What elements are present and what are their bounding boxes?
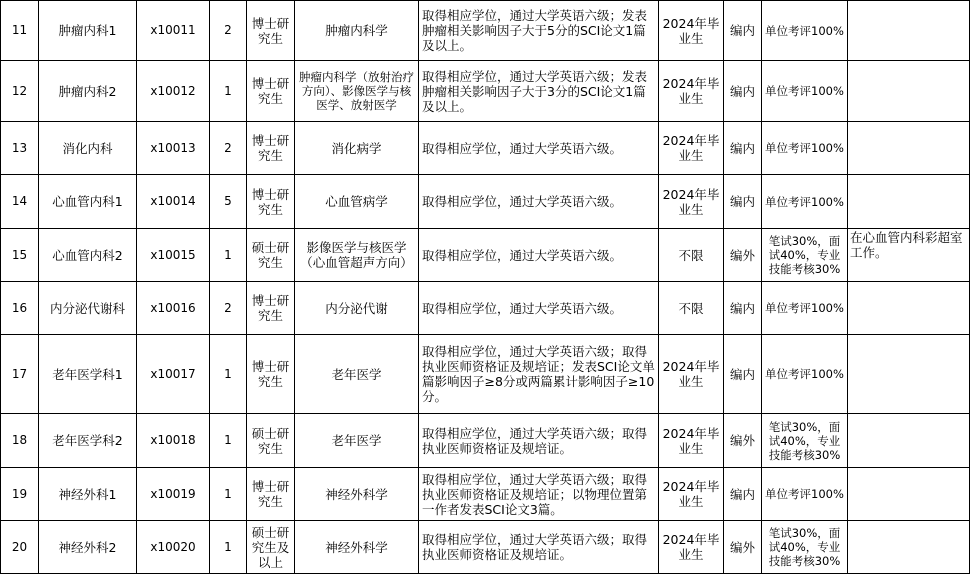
department: 神经外科2 [39, 521, 137, 574]
remarks [848, 175, 970, 229]
remarks [848, 61, 970, 122]
requirements: 取得相应学位，通过大学英语六级；发表肿瘤相关影响因子大于3分的SCI论文1篇及以上。 [419, 61, 659, 122]
row-number: 12 [1, 61, 39, 122]
staffing: 编内 [724, 335, 762, 414]
exam-method: 笔试30%，面试40%，专业技能考核30% [762, 414, 848, 468]
graduation: 2024年毕业生 [659, 122, 724, 175]
row-number: 13 [1, 122, 39, 175]
major: 心血管病学 [295, 175, 419, 229]
position-code: x10018 [137, 414, 210, 468]
staffing: 编内 [724, 468, 762, 521]
staffing: 编内 [724, 1, 762, 61]
remarks [848, 521, 970, 574]
exam-method: 单位考评100% [762, 468, 848, 521]
remarks [848, 468, 970, 521]
hire-count: 1 [210, 335, 247, 414]
position-code: x10011 [137, 1, 210, 61]
remarks [848, 335, 970, 414]
requirements: 取得相应学位，通过大学英语六级；取得执业医师资格证及规培证。 [419, 521, 659, 574]
requirements: 取得相应学位，通过大学英语六级。 [419, 229, 659, 282]
row-number: 14 [1, 175, 39, 229]
hire-count: 1 [210, 521, 247, 574]
staffing: 编内 [724, 122, 762, 175]
graduation: 2024年毕业生 [659, 335, 724, 414]
department: 老年医学科1 [39, 335, 137, 414]
major: 老年医学 [295, 414, 419, 468]
row-number: 19 [1, 468, 39, 521]
exam-method: 单位考评100% [762, 175, 848, 229]
requirements: 取得相应学位，通过大学英语六级。 [419, 122, 659, 175]
education: 博士研究生 [247, 468, 295, 521]
major: 内分泌代谢 [295, 282, 419, 335]
row-number: 11 [1, 1, 39, 61]
hire-count: 5 [210, 175, 247, 229]
hire-count: 1 [210, 61, 247, 122]
education: 硕士研究生 [247, 229, 295, 282]
staffing: 编外 [724, 414, 762, 468]
staffing: 编内 [724, 61, 762, 122]
exam-method: 笔试30%，面试40%，专业技能考核30% [762, 229, 848, 282]
graduation: 不限 [659, 282, 724, 335]
table-row [1, 282, 970, 335]
remarks [848, 282, 970, 335]
education: 博士研究生 [247, 1, 295, 61]
requirements: 取得相应学位，通过大学英语六级；取得执业医师资格证及规培证。 [419, 414, 659, 468]
table-row [1, 175, 970, 229]
department: 心血管内科1 [39, 175, 137, 229]
education: 硕士研究生 [247, 414, 295, 468]
department: 肿瘤内科1 [39, 1, 137, 61]
exam-method: 单位考评100% [762, 335, 848, 414]
education: 博士研究生 [247, 61, 295, 122]
remarks: 在心血管内科彩超室工作。 [848, 229, 970, 282]
hire-count: 2 [210, 282, 247, 335]
graduation: 2024年毕业生 [659, 521, 724, 574]
hire-count: 1 [210, 468, 247, 521]
exam-method: 单位考评100% [762, 61, 848, 122]
position-code: x10014 [137, 175, 210, 229]
graduation: 2024年毕业生 [659, 414, 724, 468]
exam-method: 单位考评100% [762, 282, 848, 335]
table-row [1, 414, 970, 468]
row-number: 15 [1, 229, 39, 282]
remarks [848, 414, 970, 468]
staffing: 编内 [724, 175, 762, 229]
row-number: 16 [1, 282, 39, 335]
position-code: x10013 [137, 122, 210, 175]
major: 肿瘤内科学（放射治疗方向）、影像医学与核医学、放射医学 [295, 61, 419, 122]
hire-count: 2 [210, 1, 247, 61]
staffing: 编外 [724, 229, 762, 282]
major: 消化病学 [295, 122, 419, 175]
position-code: x10012 [137, 61, 210, 122]
education: 博士研究生 [247, 122, 295, 175]
department: 神经外科1 [39, 468, 137, 521]
row-number: 18 [1, 414, 39, 468]
table-row [1, 61, 970, 122]
requirements: 取得相应学位，通过大学英语六级；取得执业医师资格证及规培证；以物理位置第一作者发表SCI论文3篇。 [419, 468, 659, 521]
graduation: 2024年毕业生 [659, 175, 724, 229]
requirements: 取得相应学位，通过大学英语六级；发表肿瘤相关影响因子大于5分的SCI论文1篇及以上。 [419, 1, 659, 61]
graduation: 2024年毕业生 [659, 1, 724, 61]
position-code: x10017 [137, 335, 210, 414]
graduation: 2024年毕业生 [659, 61, 724, 122]
row-number: 17 [1, 335, 39, 414]
major: 影像医学与核医学（心血管超声方向） [295, 229, 419, 282]
hire-count: 1 [210, 229, 247, 282]
position-code: x10020 [137, 521, 210, 574]
education: 硕士研究生及以上 [247, 521, 295, 574]
major: 老年医学 [295, 335, 419, 414]
major: 神经外科学 [295, 521, 419, 574]
exam-method: 单位考评100% [762, 122, 848, 175]
department: 肿瘤内科2 [39, 61, 137, 122]
major: 神经外科学 [295, 468, 419, 521]
hire-count: 2 [210, 122, 247, 175]
education: 博士研究生 [247, 335, 295, 414]
requirements: 取得相应学位，通过大学英语六级。 [419, 175, 659, 229]
requirements: 取得相应学位，通过大学英语六级；取得执业医师资格证及规培证；发表SCI论文单篇影响因子≥8分或两篇累计影响因子≥10分。 [419, 335, 659, 414]
row-number: 20 [1, 521, 39, 574]
education: 博士研究生 [247, 175, 295, 229]
department: 老年医学科2 [39, 414, 137, 468]
major: 肿瘤内科学 [295, 1, 419, 61]
exam-method: 单位考评100% [762, 1, 848, 61]
exam-method: 笔试30%，面试40%，专业技能考核30% [762, 521, 848, 574]
staffing: 编外 [724, 521, 762, 574]
staffing: 编内 [724, 282, 762, 335]
table-row [1, 468, 970, 521]
hire-count: 1 [210, 414, 247, 468]
table-row [1, 229, 970, 282]
remarks [848, 1, 970, 61]
remarks [848, 122, 970, 175]
table-row [1, 521, 970, 574]
position-code: x10015 [137, 229, 210, 282]
requirements: 取得相应学位，通过大学英语六级。 [419, 282, 659, 335]
position-code: x10016 [137, 282, 210, 335]
department: 消化内科 [39, 122, 137, 175]
graduation: 不限 [659, 229, 724, 282]
department: 内分泌代谢科 [39, 282, 137, 335]
graduation: 2024年毕业生 [659, 468, 724, 521]
table-row [1, 335, 970, 414]
table-row [1, 122, 970, 175]
department: 心血管内科2 [39, 229, 137, 282]
education: 博士研究生 [247, 282, 295, 335]
position-code: x10019 [137, 468, 210, 521]
table-row [1, 1, 970, 61]
